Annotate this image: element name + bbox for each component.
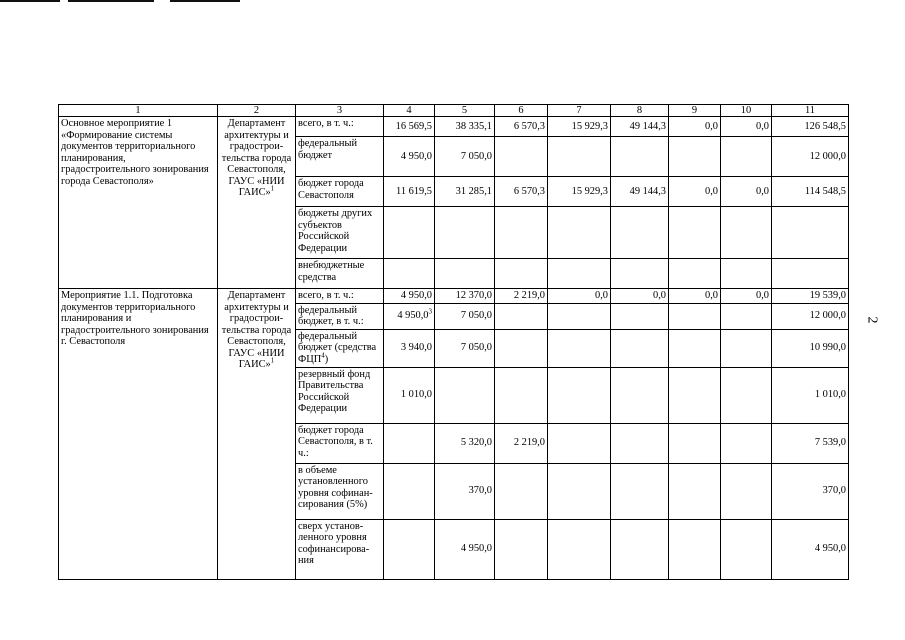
value-cell xyxy=(548,329,611,367)
header-cell: 10 xyxy=(721,105,772,117)
header-cell: 1 xyxy=(59,105,218,117)
value-cell xyxy=(495,207,548,259)
value-cell: 19 539,0 xyxy=(772,289,849,304)
executor-text: Департамент архитектуры и градострои-тельства города Севастополя, ГАУС «НИИ ГАИС» xyxy=(221,118,292,198)
value-cell xyxy=(669,207,721,259)
value-text: 4 950,0 xyxy=(397,310,429,322)
value-cell xyxy=(435,259,495,289)
value-cell: 4 950,0 xyxy=(384,289,435,304)
value-cell xyxy=(435,367,495,423)
header-cell: 11 xyxy=(772,105,849,117)
value-cell xyxy=(669,259,721,289)
activity-name: Мероприятие 1.1. Подготовка документов территориального планирования и градостроительного зонирования г. Севастополя xyxy=(59,289,218,580)
value-cell: 16 569,5 xyxy=(384,117,435,137)
footnote-mark: 3 xyxy=(428,307,432,316)
value-cell xyxy=(495,367,548,423)
value-cell: 0,0 xyxy=(721,177,772,207)
value-cell xyxy=(721,367,772,423)
source-cell: внебюджетные средства xyxy=(296,259,384,289)
value-cell xyxy=(435,207,495,259)
value-cell: 4 950,0 xyxy=(435,519,495,579)
value-cell: 12 000,0 xyxy=(772,303,849,329)
value-cell: 1 010,0 xyxy=(384,367,435,423)
value-cell: 0,0 xyxy=(721,117,772,137)
value-cell: 7 050,0 xyxy=(435,329,495,367)
value-cell xyxy=(611,519,669,579)
value-cell xyxy=(669,137,721,177)
value-cell xyxy=(495,259,548,289)
source-cell: федеральный бюджет xyxy=(296,137,384,177)
header-cell: 5 xyxy=(435,105,495,117)
value-cell: 7 050,0 xyxy=(435,137,495,177)
budget-table xyxy=(58,104,849,580)
value-cell xyxy=(721,329,772,367)
value-cell xyxy=(669,463,721,519)
scan-artifact-line xyxy=(0,0,60,2)
value-cell xyxy=(772,207,849,259)
header-row xyxy=(59,105,849,117)
value-cell xyxy=(548,519,611,579)
value-cell xyxy=(611,367,669,423)
value-cell xyxy=(495,463,548,519)
value-cell xyxy=(721,463,772,519)
source-text-tail: ) xyxy=(324,353,329,365)
value-cell xyxy=(669,329,721,367)
value-cell xyxy=(611,137,669,177)
footnote-mark: 4 xyxy=(321,351,325,360)
value-cell xyxy=(548,463,611,519)
header-cell: 3 xyxy=(296,105,384,117)
executor-text: Департамент архитектуры и градострои-тельства города Севастополя, ГАУС «НИИ ГАИС» xyxy=(221,290,292,370)
value-cell: 10 990,0 xyxy=(772,329,849,367)
value-cell: 0,0 xyxy=(611,289,669,304)
value-cell: 31 285,1 xyxy=(435,177,495,207)
value-cell xyxy=(669,367,721,423)
value-cell: 114 548,5 xyxy=(772,177,849,207)
value-cell xyxy=(495,329,548,367)
value-cell: 126 548,5 xyxy=(772,117,849,137)
header-cell: 7 xyxy=(548,105,611,117)
value-cell xyxy=(669,423,721,463)
value-cell: 4 950,0 xyxy=(384,137,435,177)
value-cell xyxy=(495,519,548,579)
activity-name: Основное мероприятие 1 «Формирование системы документов территориального планирования, градостроительного зонирования города Севастополя» xyxy=(59,117,218,289)
value-cell xyxy=(548,207,611,259)
value-cell xyxy=(721,137,772,177)
value-cell: 4 950,0 xyxy=(772,519,849,579)
value-cell xyxy=(548,259,611,289)
value-cell xyxy=(548,137,611,177)
source-text: федеральный бюджет (средства ФЦП xyxy=(298,330,377,365)
value-cell xyxy=(721,423,772,463)
value-cell: 49 144,3 xyxy=(611,117,669,137)
value-cell xyxy=(721,303,772,329)
value-cell: 0,0 xyxy=(669,289,721,304)
value-cell xyxy=(611,329,669,367)
value-cell: 0,0 xyxy=(548,289,611,304)
value-cell xyxy=(669,303,721,329)
table-row xyxy=(59,289,849,304)
footnote-mark: 1 xyxy=(270,356,275,365)
value-cell: 7 539,0 xyxy=(772,423,849,463)
value-cell xyxy=(611,207,669,259)
source-cell: бюджет города Севастополя xyxy=(296,177,384,207)
value-cell: 6 570,3 xyxy=(495,117,548,137)
executor-cell xyxy=(218,289,296,580)
value-cell xyxy=(611,303,669,329)
value-cell xyxy=(669,519,721,579)
value-cell: 49 144,3 xyxy=(611,177,669,207)
table-row xyxy=(59,117,849,137)
value-cell xyxy=(611,423,669,463)
value-cell: 0,0 xyxy=(721,289,772,304)
value-cell xyxy=(495,137,548,177)
source-cell: резервный фонд Правительства Российской Федерации xyxy=(296,367,384,423)
value-cell: 1 010,0 xyxy=(772,367,849,423)
executor-cell xyxy=(218,117,296,289)
value-cell xyxy=(384,463,435,519)
value-cell xyxy=(611,463,669,519)
header-cell: 4 xyxy=(384,105,435,117)
value-cell: 2 219,0 xyxy=(495,289,548,304)
source-cell: сверх установ-ленного уровня софинансирова-ния xyxy=(296,519,384,579)
source-cell: бюджеты других субъектов Российской Федерации xyxy=(296,207,384,259)
source-cell: федеральный бюджет, в т. ч.: xyxy=(296,303,384,329)
value-cell xyxy=(495,303,548,329)
value-cell: 15 929,3 xyxy=(548,177,611,207)
source-cell: в объеме установленного уровня софинан-сирования (5%) xyxy=(296,463,384,519)
value-cell: 12 370,0 xyxy=(435,289,495,304)
value-cell: 7 050,0 xyxy=(435,303,495,329)
value-cell xyxy=(384,303,435,329)
value-cell xyxy=(384,423,435,463)
value-cell: 15 929,3 xyxy=(548,117,611,137)
value-cell xyxy=(384,259,435,289)
value-cell: 6 570,3 xyxy=(495,177,548,207)
value-cell: 12 000,0 xyxy=(772,137,849,177)
scan-artifact-line xyxy=(68,0,154,2)
value-cell: 370,0 xyxy=(772,463,849,519)
footnote-mark: 1 xyxy=(270,184,275,193)
source-cell xyxy=(296,329,384,367)
page-number: 2 xyxy=(864,316,880,324)
value-cell: 0,0 xyxy=(669,117,721,137)
value-cell xyxy=(721,519,772,579)
value-cell: 370,0 xyxy=(435,463,495,519)
value-cell: 38 335,1 xyxy=(435,117,495,137)
value-cell: 11 619,5 xyxy=(384,177,435,207)
value-cell xyxy=(772,259,849,289)
value-cell xyxy=(548,303,611,329)
value-cell: 2 219,0 xyxy=(495,423,548,463)
header-cell: 6 xyxy=(495,105,548,117)
value-cell xyxy=(384,207,435,259)
value-cell xyxy=(384,519,435,579)
value-cell xyxy=(548,423,611,463)
value-cell xyxy=(721,259,772,289)
value-cell xyxy=(611,259,669,289)
header-cell: 8 xyxy=(611,105,669,117)
value-cell: 3 940,0 xyxy=(384,329,435,367)
value-cell xyxy=(721,207,772,259)
source-cell: бюджет города Севастополя, в т. ч.: xyxy=(296,423,384,463)
header-cell: 9 xyxy=(669,105,721,117)
value-cell xyxy=(548,367,611,423)
scan-artifact-line xyxy=(170,0,240,2)
value-cell: 0,0 xyxy=(669,177,721,207)
header-cell: 2 xyxy=(218,105,296,117)
source-cell: всего, в т. ч.: xyxy=(296,289,384,304)
source-cell: всего, в т. ч.: xyxy=(296,117,384,137)
value-cell: 5 320,0 xyxy=(435,423,495,463)
